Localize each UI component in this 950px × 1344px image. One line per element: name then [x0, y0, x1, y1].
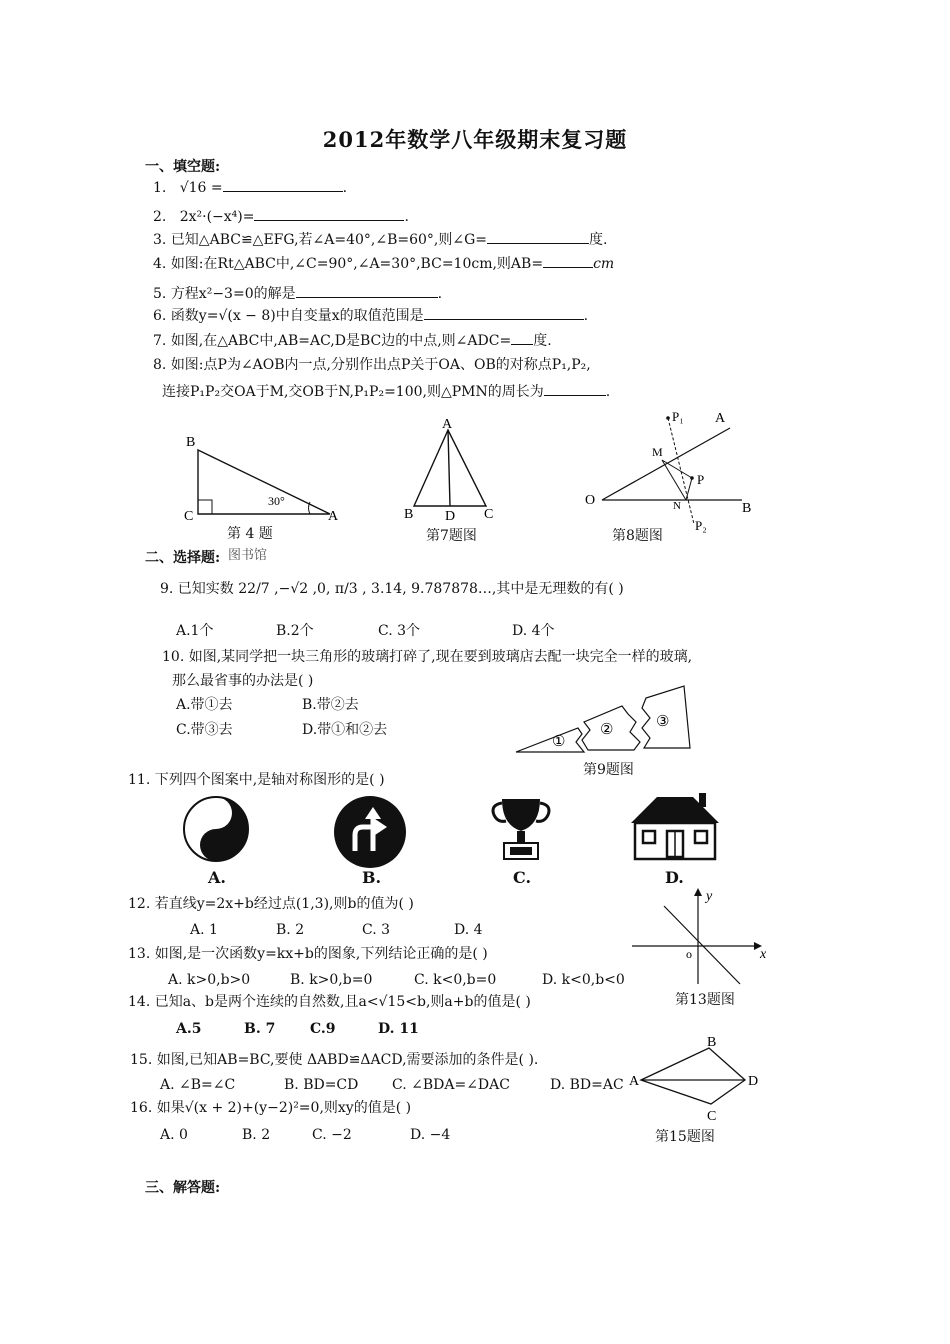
question-16-stem: 16. 如果√(x + 2)+(y−2)²=0,则xy的值是( ) — [130, 1100, 412, 1116]
question-4: 4. 如图:在Rt△ABC中,∠C=90°,∠A=30°,BC=10cm,则AB= cm — [153, 253, 614, 273]
segment-mn — [662, 460, 686, 500]
q15-option-b: B. BD=CD — [284, 1077, 359, 1093]
q13-option-d: D. k<0,b<0 — [542, 972, 625, 988]
question-3: 3. 已知△ABC≌△EFG,若∠A=40°,∠B=60°,则∠G= 度. — [153, 229, 607, 249]
label-m: M — [652, 445, 663, 459]
q9-option-a: A.1个 — [176, 623, 214, 639]
caption-fig7: 第7题图 — [426, 528, 477, 544]
label-n: N — [673, 500, 681, 512]
q12-option-c: C. 3 — [362, 922, 391, 938]
q11-option-b: B. — [362, 868, 382, 887]
q13-option-c: C. k<0,b=0 — [414, 972, 497, 988]
yin-yang-icon — [182, 795, 250, 863]
label-origin: o — [686, 947, 692, 961]
label-p2: P₂ — [695, 518, 707, 533]
point-p1 — [666, 416, 670, 420]
question-10-stem: 10. 如图,某同学把一块三角形的玻璃打碎了,现在要到玻璃店去配一块完全一样的玻璃, — [162, 649, 693, 665]
triangle-abc — [198, 450, 330, 514]
label-piece-3: ③ — [656, 714, 670, 730]
label-d: D — [445, 509, 456, 524]
label-d: D — [748, 1074, 759, 1089]
q11-option-d: D. — [665, 868, 684, 887]
turn-sign-icon — [333, 795, 407, 869]
q16-option-c: C. −2 — [312, 1127, 352, 1143]
question-8-line2: 连接P₁P₂交OA于M,交OB于N,P₁P₂=100,则△PMN的周长为 . — [162, 381, 610, 401]
label-p: P — [697, 472, 705, 487]
q13-option-b: B. k>0,b=0 — [290, 972, 373, 988]
figure-8 — [580, 402, 760, 537]
label-a: A — [442, 417, 453, 432]
question-1: 1. √16 = . — [153, 177, 347, 197]
label-b: B — [404, 507, 414, 522]
label-b: B — [742, 501, 752, 516]
q10-option-b: B.带②去 — [302, 697, 359, 713]
q16-option-d: D. −4 — [410, 1127, 451, 1143]
label-c: C — [707, 1109, 717, 1124]
q13-option-a: A. k>0,b>0 — [168, 972, 251, 988]
question-13-stem: 13. 如图,是一次函数y=kx+b的图象,下列结论正确的是( ) — [128, 946, 488, 962]
question-5: 5. 方程x²−3=0的解是 . — [153, 283, 442, 303]
figure-7 — [400, 412, 510, 522]
glass-piece-1 — [516, 728, 584, 752]
figure-15 — [625, 1032, 765, 1124]
ray-oa — [602, 428, 730, 500]
label-a: A — [629, 1074, 640, 1089]
q15-option-c: C. ∠BDA=∠DAC — [392, 1077, 510, 1093]
label-x: x — [760, 947, 767, 962]
question-7: 7. 如图,在△ABC中,AB=AC,D是BC边的中点,则∠ADC= 度. — [153, 330, 552, 350]
label-c: C — [184, 509, 194, 524]
section-choice-heading: 二、选择题: — [145, 550, 221, 566]
q12-option-d: D. 4 — [454, 922, 483, 938]
figure-13 — [630, 886, 770, 986]
q14-option-b: B. 7 — [244, 1021, 276, 1037]
page-title: 2012年数学八年级期末复习题 — [322, 127, 628, 152]
q14-option-d: D. 11 — [378, 1021, 419, 1037]
caption-fig8: 第8题图 — [612, 528, 663, 544]
q9-option-c: C. 3个 — [378, 623, 421, 639]
q11-option-c: C. — [513, 868, 532, 887]
q15-option-a: A. ∠B=∠C — [160, 1077, 236, 1093]
q12-option-b: B. 2 — [276, 922, 305, 938]
section-fill-heading: 一、填空题: — [145, 159, 221, 175]
caption-fig4: 第 4 题 — [227, 526, 273, 542]
q10-option-a: A.带①去 — [176, 697, 233, 713]
question-9-stem: 9. 已知实数 22/7 ,−√2 ,0, π/3 , 3.14, 9.787878…,其中是无理数的有( ) — [160, 581, 624, 597]
label-p1: P₁ — [672, 409, 684, 424]
q11-option-a: A. — [208, 868, 226, 887]
q10-option-c: C.带③去 — [176, 722, 233, 738]
label-b: B — [707, 1035, 717, 1050]
label-o: O — [585, 493, 596, 508]
function-line — [664, 906, 740, 984]
question-15-stem: 15. 如图,已知AB=BC,要使 ΔABD≌ΔACD,需要添加的条件是( ). — [130, 1052, 539, 1068]
figure-4 — [180, 430, 360, 530]
caption-fig13: 第13题图 — [675, 992, 735, 1008]
right-angle-mark — [198, 500, 212, 514]
question-6: 6. 函数y=√(x − 8)中自变量x的取值范围是 . — [153, 305, 588, 325]
question-2: 2. 2x²·(−x⁴)= . — [153, 206, 409, 226]
label-a: A — [715, 411, 726, 426]
q10-option-d: D.带①和②去 — [302, 722, 388, 738]
q12-option-a: A. 1 — [190, 922, 218, 938]
house-icon — [627, 793, 723, 863]
caption-fig15: 第15题图 — [655, 1129, 715, 1145]
segment-mp — [662, 460, 692, 478]
label-y: y — [706, 889, 713, 904]
q16-option-b: B. 2 — [242, 1127, 271, 1143]
q14-option-a: A.5 — [176, 1021, 202, 1037]
label-piece-1: ① — [552, 734, 566, 750]
y-axis-arrow — [694, 888, 702, 896]
label-angle: 30° — [268, 494, 285, 508]
caption-fig9: 第9题图 — [583, 762, 634, 778]
label-a: A — [328, 509, 339, 524]
point-p — [690, 476, 694, 480]
caption-fig4-mark: 图书馆 — [228, 548, 268, 563]
q9-option-d: D. 4个 — [512, 623, 555, 639]
question-12-stem: 12. 若直线y=2x+b经过点(1,3),则b的值为( ) — [128, 896, 414, 912]
q15-option-d: D. BD=AC — [550, 1077, 624, 1093]
trophy-icon — [488, 795, 554, 865]
label-b: B — [186, 435, 196, 450]
question-10-stem2: 那么最省事的办法是( ) — [172, 673, 314, 689]
question-11-stem: 11. 下列四个图案中,是轴对称图形的是( ) — [128, 772, 385, 788]
segment-pn — [686, 478, 692, 500]
section-answer-heading: 三、解答题: — [145, 1180, 221, 1196]
segment-ad — [448, 430, 450, 506]
question-8: 8. 如图:点P为∠AOB内一点,分别作出点P关于OA、OB的对称点P₁,P₂, — [153, 357, 591, 373]
figure-9 — [512, 684, 702, 756]
q16-option-a: A. 0 — [160, 1127, 188, 1143]
q14-option-c: C.9 — [310, 1021, 336, 1037]
quadrilateral-abdc — [641, 1048, 745, 1104]
label-c: C — [484, 507, 494, 522]
question-14-stem: 14. 已知a、b是两个连续的自然数,且a<√15<b,则a+b的值是( ) — [128, 994, 531, 1010]
label-piece-2: ② — [600, 722, 614, 738]
q9-option-b: B.2个 — [276, 623, 314, 639]
